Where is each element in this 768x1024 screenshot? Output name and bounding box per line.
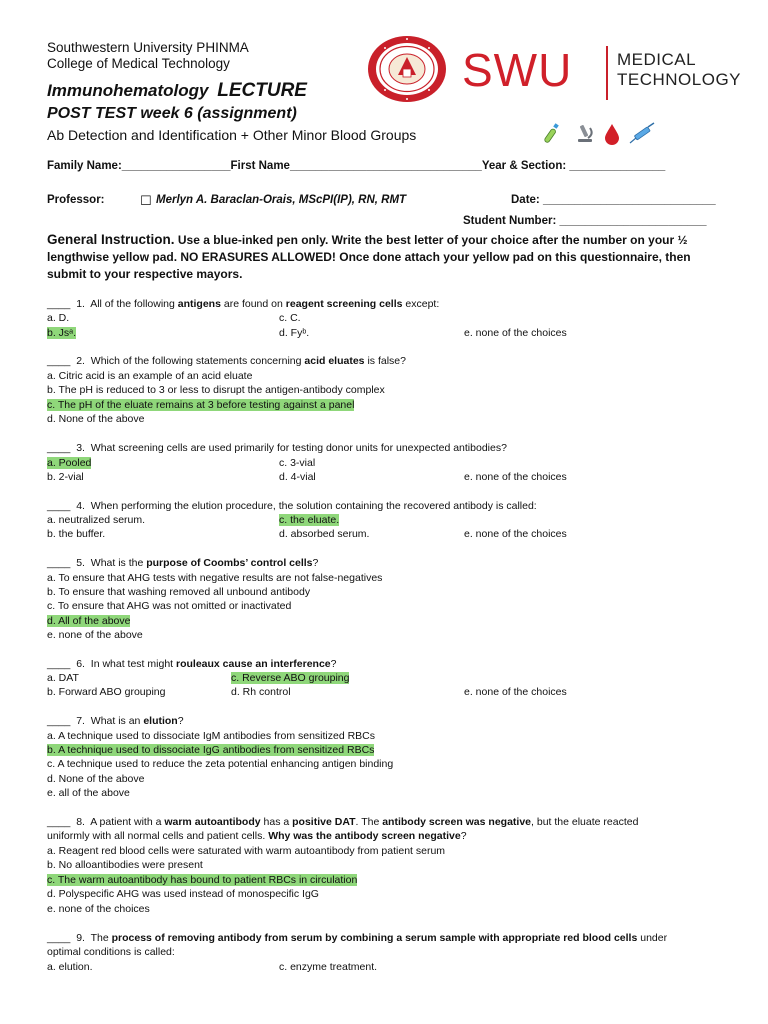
answer-highlight: a. Pooled — [47, 457, 92, 469]
answer-highlight: c. the eluate. — [279, 514, 340, 526]
question-7: ____ 7. What is an elution? — [47, 715, 184, 727]
q2-option-d: d. None of the above — [47, 413, 145, 425]
q5-option-d — [47, 614, 130, 628]
institution-block — [47, 40, 249, 72]
lab-icons — [544, 122, 664, 146]
student-number-field[interactable]: Student Number: _______________________ — [463, 215, 707, 227]
test-tube-icon — [544, 123, 559, 143]
q4-option-e: e. none of the choices — [464, 528, 567, 540]
answer-highlight: c. The warm autoantibody has bound to patient RBCs in circulation — [47, 874, 358, 886]
course-type: LECTURE — [217, 80, 307, 101]
answer-highlight: d. All of the above — [47, 615, 131, 627]
instruction-text: Use a blue-inked pen only. Write the best letter of your choice after the number on your ½ lengthwise yellow pad. NO ERASURES ALLOWED! Once done attach your yellow pad on this questionnaire, then submit to your respective mayors. — [47, 233, 691, 281]
course-name: Immunohematology — [47, 81, 209, 100]
question-1: ____ 1. All of the following antigens are found on reagent screening cells except: — [47, 298, 440, 310]
q3-option-e: e. none of the choices — [464, 471, 567, 483]
question-9-continued: optimal conditions is called: — [47, 946, 175, 958]
q9-option-c: c. enzyme treatment. — [279, 961, 378, 973]
blood-drop-icon — [605, 124, 619, 145]
q5-option-e: e. none of the above — [47, 629, 143, 641]
course-title — [47, 80, 307, 102]
question-4: ____ 4. When performing the elution procedure, the solution containing the recovered antibody is called: — [47, 500, 537, 512]
q5-option-b: b. To ensure that washing removed all unbound antibody — [47, 586, 311, 598]
q8-option-e: e. none of the choices — [47, 903, 150, 915]
q2-option-b: b. The pH is reduced to 3 or less to disrupt the antigen-antibody complex — [47, 384, 385, 396]
q1-option-c: c. C. — [279, 312, 301, 324]
q3-option-b: b. 2-vial — [47, 471, 84, 483]
answer-highlight: b. Jsᵃ. — [47, 327, 76, 339]
answer-highlight: b. A technique used to dissociate IgG antibodies from sensitized RBCs — [47, 744, 375, 756]
q4-option-d: d. absorbed serum. — [279, 528, 370, 540]
q3-option-a — [47, 456, 91, 470]
brand-wordmark: SWU — [462, 44, 573, 96]
q8-option-b: b. No alloantibodies were present — [47, 859, 203, 871]
q1-option-d: d. Fyᵇ. — [279, 327, 310, 339]
general-instruction — [47, 231, 723, 283]
q4-option-c — [279, 513, 339, 527]
university-name: Southwestern University PHINMA — [47, 40, 249, 55]
q4-option-b: b. the buffer. — [47, 528, 106, 540]
q2-option-a: a. Citric acid is an example of an acid eluate — [47, 370, 253, 382]
q3-option-d: d. 4-vial — [279, 471, 316, 483]
question-2: ____ 2. Which of the following statements concerning acid eluates is false? — [47, 355, 406, 367]
q8-option-c — [47, 873, 357, 887]
instruction-heading: General Instruction. — [47, 232, 175, 247]
brand-department — [617, 50, 741, 90]
q2-option-c — [47, 398, 354, 412]
q5-option-c: c. To ensure that AHG was not omitted or inactivated — [47, 600, 292, 612]
q6-option-b: b. Forward ABO grouping — [47, 686, 166, 698]
question-8-continued: uniformly with all normal cells and patient cells. Why was the antibody screen negative? — [47, 830, 467, 842]
q7-option-e: e. all of the above — [47, 787, 130, 799]
professor-name: Merlyn A. Baraclan-Orais, MScPI(IP), RN, RMT — [156, 194, 407, 206]
question-6: ____ 6. In what test might rouleaux cause an interference? — [47, 658, 337, 670]
brand-line-1: MEDICAL — [617, 50, 697, 69]
q7-option-d: d. None of the above — [47, 773, 145, 785]
q8-option-a: a. Reagent red blood cells were saturated with warm autoantibody from patient serum — [47, 845, 446, 857]
test-subtitle: Ab Detection and Identification + Other Minor Blood Groups — [47, 127, 417, 143]
q1-option-e: e. none of the choices — [464, 327, 567, 339]
answer-highlight: c. Reverse ABO grouping — [231, 672, 350, 684]
q7-option-b — [47, 743, 374, 757]
q3-option-c: c. 3-vial — [279, 457, 316, 469]
q1-option-b — [47, 326, 76, 340]
question-9: ____ 9. The process of removing antibody from serum by combining a serum sample with appropriate red blood cells under — [47, 932, 668, 944]
q6-option-c — [231, 671, 349, 685]
professor-checkbox[interactable]: ☐ — [140, 193, 152, 208]
question-5: ____ 5. What is the purpose of Coombs’ control cells? — [47, 557, 319, 569]
brand-line-2: TECHNOLOGY — [617, 70, 742, 89]
q7-option-a: a. A technique used to dissociate IgM antibodies from sensitized RBCs — [47, 730, 376, 742]
q8-option-d: d. Polyspecific AHG was used instead of monospecific IgG — [47, 888, 319, 900]
q6-option-d: d. Rh control — [231, 686, 291, 698]
professor-label: Professor: — [47, 194, 105, 206]
question-8: ____ 8. A patient with a warm autoantibody has a positive DAT. The antibody screen was negative, but the eluate reacted — [47, 816, 639, 828]
date-field[interactable]: Date: ___________________________ — [511, 194, 716, 206]
q4-option-a: a. neutralized serum. — [47, 514, 146, 526]
q9-option-a: a. elution. — [47, 961, 93, 973]
college-name: College of Medical Technology — [47, 56, 230, 71]
q6-option-e: e. none of the choices — [464, 686, 567, 698]
brand-divider — [606, 46, 608, 100]
syringe-icon — [630, 123, 654, 143]
answer-highlight: c. The pH of the eluate remains at 3 before testing against a panel — [47, 399, 355, 411]
name-fields[interactable]: Family Name:_________________First Name______________________________Year & Section: _______________ — [47, 160, 666, 172]
q6-option-a: a. DAT — [47, 672, 79, 684]
microscope-icon — [578, 125, 592, 142]
question-3: ____ 3. What screening cells are used primarily for testing donor units for unexpected antibodies? — [47, 442, 507, 454]
university-seal-logo — [366, 35, 448, 103]
q7-option-c: c. A technique used to reduce the zeta potential enhancing antigen binding — [47, 758, 394, 770]
q5-option-a: a. To ensure that AHG tests with negative results are not false-negatives — [47, 572, 383, 584]
q1-option-a: a. D. — [47, 312, 70, 324]
test-title: POST TEST week 6 (assignment) — [47, 105, 297, 122]
